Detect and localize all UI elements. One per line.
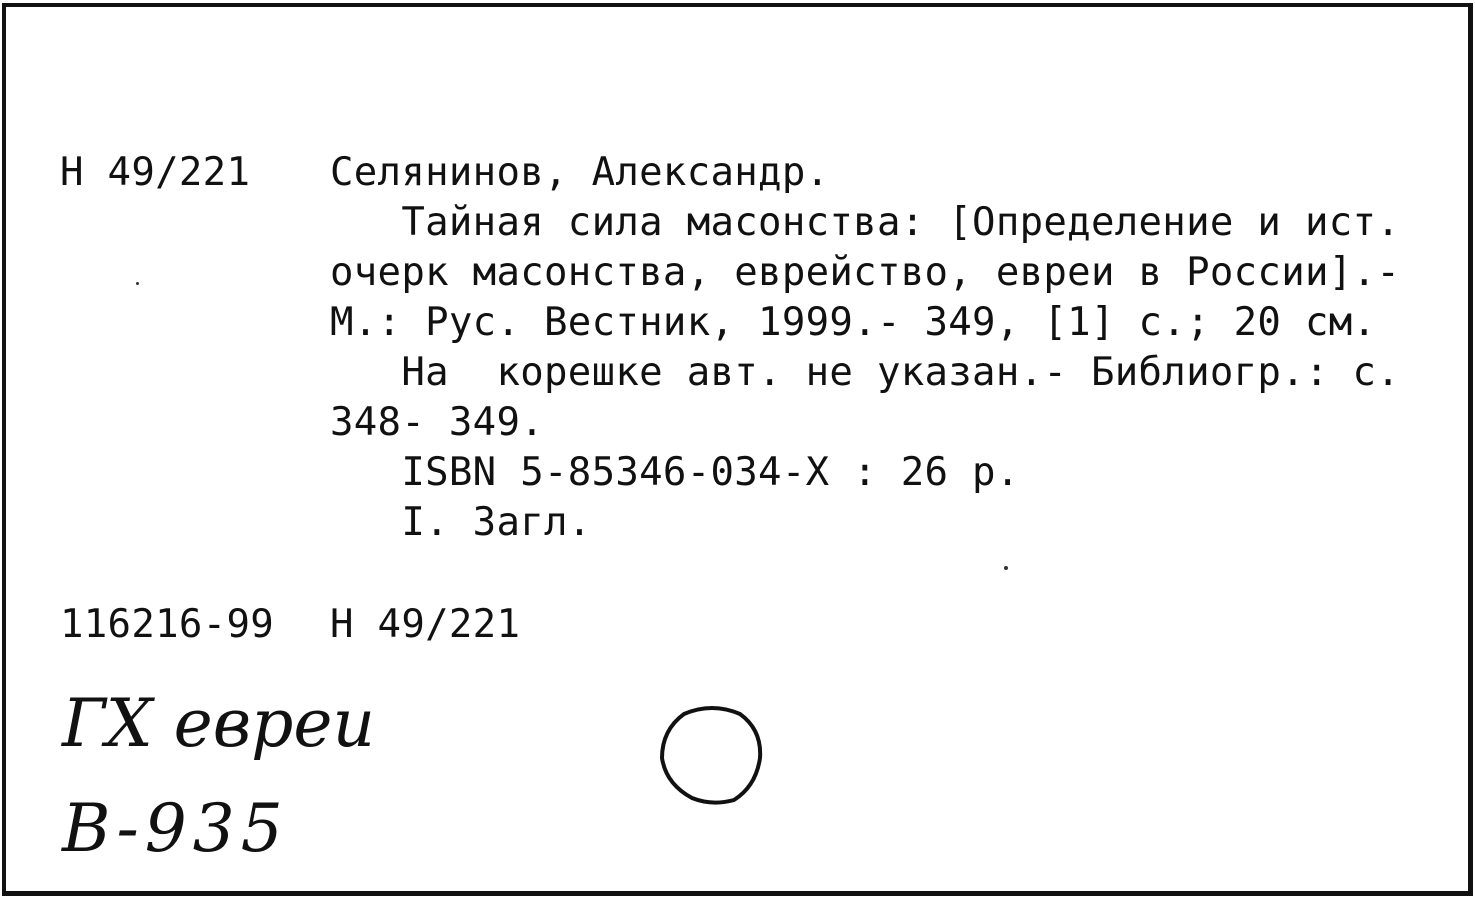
handwritten-subject-note: ГХ евреи	[62, 685, 375, 762]
author-heading: Селянинов, Александр.	[330, 150, 830, 195]
ink-speck	[136, 282, 139, 285]
description-line: ISBN 5-85346-034-X : 26 р.	[330, 450, 1020, 495]
card-punch-hole	[652, 702, 772, 812]
description-line: I. Загл.	[330, 500, 592, 545]
inventory-number: 116216-99	[60, 602, 275, 647]
description-line: 348- 349.	[330, 400, 545, 445]
handwritten-shelf-note: В-935	[62, 790, 289, 867]
ink-speck	[1004, 566, 1008, 570]
description-line: очерк масонства, еврейство, евреи в России].-	[330, 250, 1401, 295]
call-number-repeat: Н 49/221	[330, 602, 521, 647]
call-number: Н 49/221	[60, 150, 251, 195]
description-line: На корешке авт. не указан.- Библиогр.: с.	[330, 350, 1401, 395]
description-line: Тайная сила масонства: [Определение и ист.	[330, 200, 1401, 245]
description-line: М.: Рус. Вестник, 1999.- 349, [1] с.; 20 см.	[330, 300, 1377, 345]
